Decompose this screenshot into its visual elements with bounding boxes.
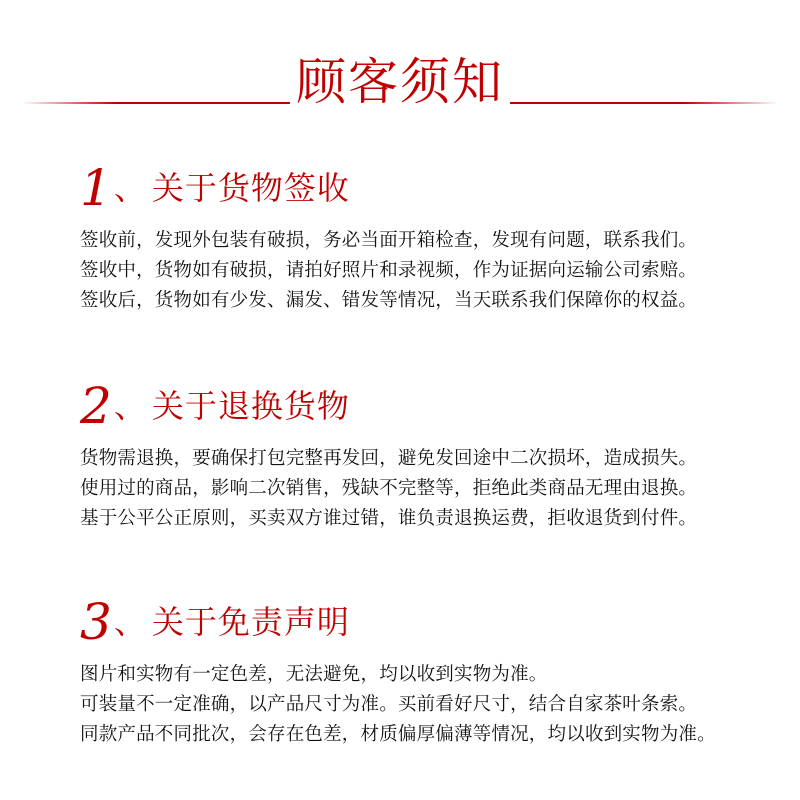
title-divider-left: [22, 102, 290, 104]
body-line: 签收后，货物如有少发、漏发、错发等情况，当天联系我们保障你的权益。: [80, 290, 698, 311]
section-body: [80, 660, 780, 750]
section-number: 1: [80, 159, 112, 217]
body-line: 签收中，货物如有破损，请拍好照片和录视频，作为证据向运输公司索赔。: [80, 260, 698, 281]
section-separator: 、: [113, 603, 146, 641]
section-heading: [80, 158, 350, 218]
section-separator: 、: [113, 169, 146, 207]
body-line: 基于公平公正原则，买卖双方谁过错，谁负责退换运费，拒收退货到付件。: [80, 508, 698, 529]
section-separator: 、: [113, 387, 146, 425]
section-title: 关于退换货物: [151, 387, 350, 425]
body-line: 货物需退换，要确保打包完整再发回，避免发回途中二次损坏，造成损失。: [80, 448, 698, 469]
section-title: 关于免责声明: [151, 603, 350, 641]
section-body: [80, 444, 780, 534]
section-number: 2: [80, 377, 112, 435]
body-line: 同款产品不同批次，会存在色差，材质偏厚偏薄等情况，均以收到实物为准。: [80, 724, 716, 745]
body-line: 使用过的商品，影响二次销售，残缺不完整等，拒绝此类商品无理由退换。: [80, 478, 698, 499]
section-heading: [80, 376, 350, 436]
page-header: [0, 50, 800, 120]
body-line: 图片和实物有一定色差，无法避免，均以收到实物为准。: [80, 664, 548, 685]
body-line: 可装量不一定准确，以产品尺寸为准。买前看好尺寸，结合自家茶叶条索。: [80, 694, 698, 715]
section-heading: [80, 592, 350, 652]
section-number: 3: [80, 593, 112, 651]
body-line: 签收前，发现外包装有破损，务必当面开箱检查，发现有问题，联系我们。: [80, 230, 698, 251]
title-divider-right: [510, 102, 778, 104]
section-body: [80, 226, 780, 316]
page-title: 顾客须知: [296, 53, 504, 111]
section-title: 关于货物签收: [151, 169, 350, 207]
